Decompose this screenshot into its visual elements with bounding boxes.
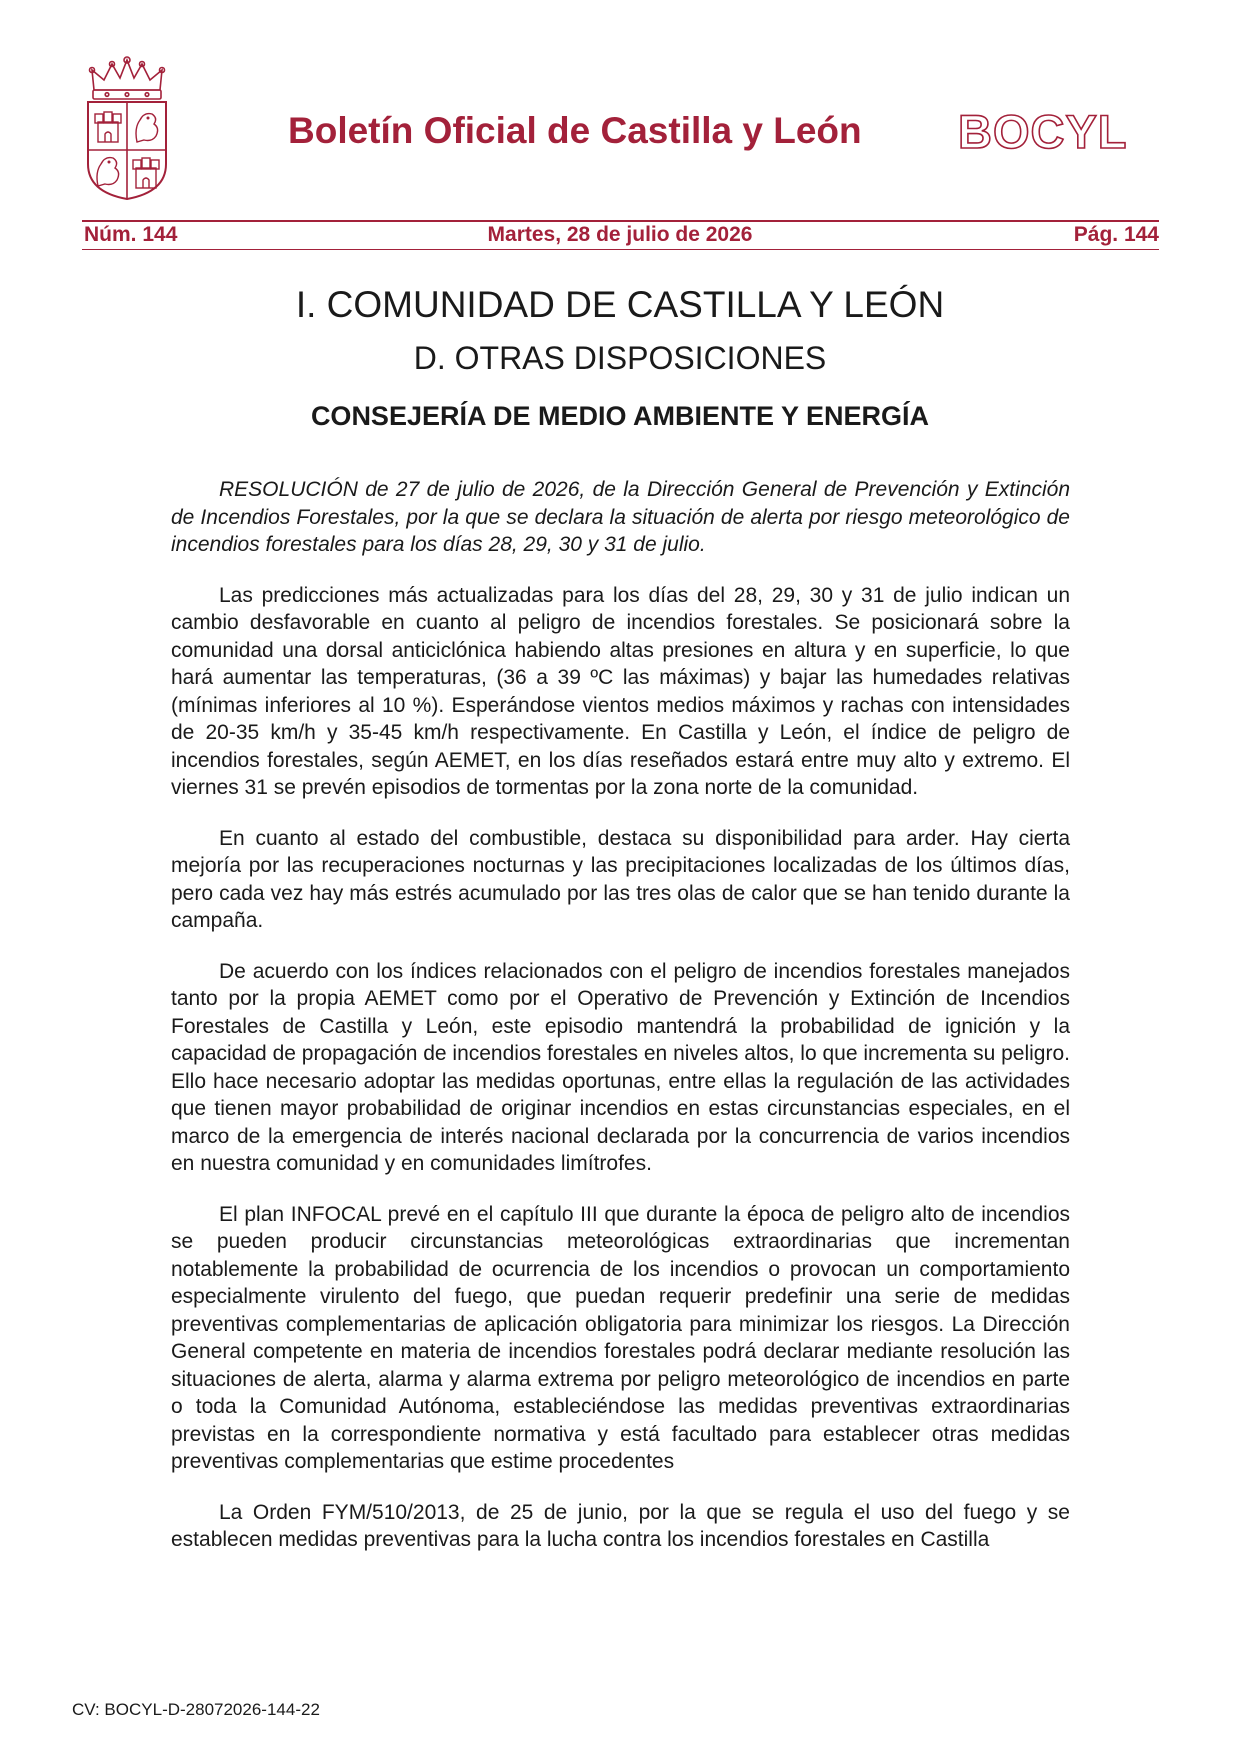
issue-date: Martes, 28 de julio de 2026 (487, 223, 753, 246)
body-paragraph: La Orden FYM/510/2013, de 25 de junio, por la que se regula el uso del fuego y se establecen medidas preventivas para la lucha contra los incendios forestales en Castilla (171, 1500, 1070, 1551)
header-divider-bottom (82, 249, 1159, 250)
page-number: Pág. 144 (1073, 223, 1159, 246)
header-divider-top (82, 220, 1159, 222)
body-paragraph: El plan INFOCAL prevé en el capítulo III que durante la época de peligro alto de incendios se pueden producir circunstancias meteorológicas extraordinarias que incrementan notablemente la probabilidad de ocurrencia de los incendios o provocan un comportamiento especialmente virulento del fuego, que puedan requerir predefinir una serie de medidas preventivas complementarias de aplicación obligatoria para minimizar los riesgos. La Dirección General competente en materia de incendios forestales podrá declarar mediante resolución las situaciones de alerta, alarma y alarma extrema por peligro meteorológico de incendios en parte o toda la Comunidad Autónoma, estableciéndose las medidas preventivas extraordinarias previstas en la correspondiente normativa y está facultado para establecer otras medidas preventivas complementarias que estime procedentes (171, 1202, 1070, 1473)
document-body (171, 476, 1070, 1577)
issue-number: Núm. 144 (84, 223, 178, 246)
resolution-title: RESOLUCIÓN de 27 de julio de 2026, de la Dirección General de Prevención y Extinción de Incendios Forestales, por la que se declara la situación de alerta por riesgo meteorológico de incendios forestales para los días 28, 29, 30 y 31 de julio. (171, 478, 1070, 556)
body-paragraph: En cuanto al estado del combustible, destaca su disponibilidad para arder. Hay cierta mejoría por las recuperaciones nocturnas y las precipitaciones localizadas de los últimos días, pero cada vez hay más estrés acumulado por las tres olas de calor que se han tenido durante la campaña. (171, 826, 1070, 932)
body-paragraph: Las predicciones más actualizadas para los días del 28, 29, 30 y 31 de julio indican un cambio desfavorable en cuanto al peligro de incendios forestales. Se posicionará sobre la comunidad una dorsal anticiclónica habiendo altas presiones en altura y en superficie, lo que hará aumentar las temperaturas, (36 a 39 ºC las máximas) y bajar las humedades relativas (mínimas inferiores al 10 %). Esperándose vientos medios máximos y rachas con intensidades de 20-35 km/h y 35-45 km/h respectivamente. En Castilla y León, el índice de peligro de incendios forestales, según AEMET, en los días reseñados estará entre muy alto y extremo. El viernes 31 se prevén episodios de tormentas por la zona norte de la comunidad. (171, 583, 1070, 799)
verification-code: CV: BOCYL-D-28072026-144-22 (72, 1700, 320, 1719)
section-heading: I. COMUNIDAD DE CASTILLA Y LEÓN (295, 284, 945, 325)
bocyl-logo: BOCYL (958, 105, 1128, 158)
bulletin-title: Boletín Oficial de Castilla y León (288, 110, 862, 151)
coat-of-arms-logo (82, 56, 172, 202)
body-paragraph: De acuerdo con los índices relacionados con el peligro de incendios forestales manejados tanto por la propia AEMET como por el Operativo de Prevención y Extinción de Incendios Forestales de Castilla y León, este episodio mantendrá la probabilidad de ignición y la capacidad de propagación de incendios forestales en niveles altos, lo que incrementa su peligro. Ello hace necesario adoptar las medidas oportunas, entre ellas la regulación de las actividades que tienen mayor probabilidad de originar incendios en estas circunstancias especiales, en el marco de la emergencia de interés nacional declarada por la concurrencia de varios incendios en nuestra comunidad y en comunidades limítrofes. (171, 959, 1070, 1175)
department-heading: CONSEJERÍA DE MEDIO AMBIENTE Y ENERGÍA (310, 401, 930, 431)
subsection-heading: D. OTRAS DISPOSICIONES (413, 340, 827, 376)
